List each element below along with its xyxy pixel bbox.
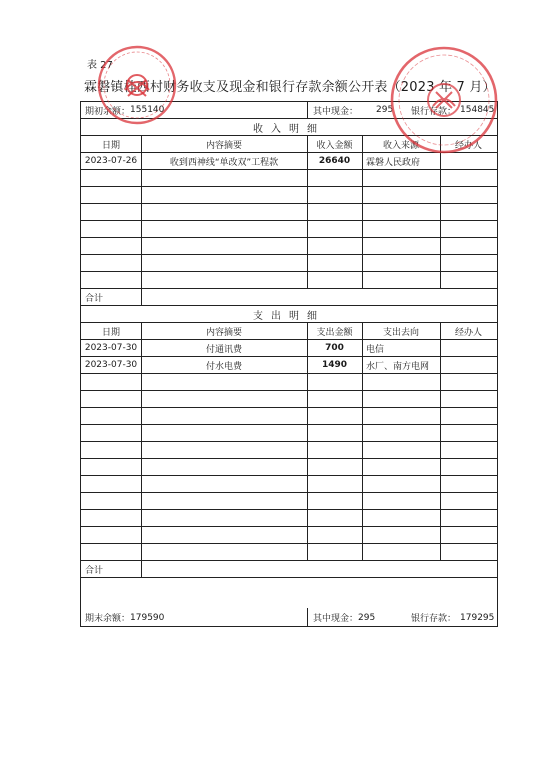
income-row [81, 204, 497, 221]
opening-bank-value: 154845 [460, 105, 495, 115]
page-number: 表 27 [87, 60, 113, 71]
income-header-2: 收入金额 [316, 140, 353, 151]
expense-header-1: 内容摘要 [205, 327, 242, 338]
expense-row [81, 408, 497, 425]
expense-cell-handler [440, 357, 497, 373]
opening-balance-cell [81, 102, 307, 118]
income-cell-summary: 收到西神线“单改双”工程款 [169, 157, 279, 168]
expense-section-title-row [81, 306, 497, 323]
closing-bank-value: 179295 [460, 612, 495, 623]
expense-cell-dest: 电信 [366, 344, 385, 355]
income-section-title-row [81, 119, 497, 136]
income-header-3: 收入来源 [382, 140, 419, 151]
expense-row [81, 357, 497, 374]
expense-cell-handler [440, 340, 497, 356]
disclosure-table [80, 101, 498, 627]
expense-total-label: 合计 [85, 565, 104, 576]
expense-row [81, 340, 497, 357]
opening-cash-value: 295 [376, 105, 394, 115]
income-header-0: 日期 [101, 140, 120, 151]
opening-balance-row [81, 102, 497, 119]
expense-row [81, 544, 497, 561]
page-title: 霖磐镇桂西村财务收支及现金和银行存款余额公开表（2023 年 7 月） [84, 80, 496, 95]
expense-header-2: 支出金额 [316, 327, 353, 338]
opening-bank-label: 银行存款： [411, 106, 457, 117]
expense-row [81, 459, 497, 476]
income-row [81, 221, 497, 238]
expense-cell-amount: 700 [325, 343, 344, 353]
income-total-label: 合计 [85, 293, 104, 304]
expense-cell-summary: 付水电费 [205, 361, 242, 372]
expense-row [81, 493, 497, 510]
expense-row [81, 391, 497, 408]
closing-cash-value: 295 [358, 612, 376, 623]
opening-bank-cell [407, 102, 497, 118]
income-row [81, 272, 497, 289]
expense-header-row [81, 323, 497, 340]
income-cell-source: 霖磐人民政府 [366, 157, 421, 168]
closing-balance-label: 期末余额： [85, 614, 131, 624]
expense-cell-dest: 水厂、南方电网 [366, 361, 430, 372]
income-header-row [81, 136, 497, 153]
income-row [81, 238, 497, 255]
expense-row [81, 442, 497, 459]
closing-balance-cell [81, 608, 307, 627]
opening-balance-value: 155140 [130, 105, 165, 115]
closing-balance-value: 179590 [130, 612, 165, 623]
opening-balance-label: 期初余额： [85, 106, 131, 117]
closing-cash-label: 其中现金： [313, 614, 359, 624]
income-header-1: 内容摘要 [205, 140, 242, 151]
income-section-title: 收入明细 [253, 123, 325, 135]
closing-bank-cell [407, 608, 497, 627]
expense-row [81, 476, 497, 493]
expense-section-title: 支出明细 [253, 310, 325, 322]
expense-total-row [81, 561, 497, 578]
income-cell-handler [440, 153, 497, 169]
expense-row [81, 425, 497, 442]
opening-cash-cell [307, 102, 407, 118]
income-cell-amount: 26640 [318, 156, 351, 166]
closing-bank-label: 银行存款： [411, 614, 457, 624]
income-row [81, 255, 497, 272]
income-row [81, 153, 497, 170]
expense-header-4: 经办人 [454, 327, 482, 338]
expense-cell-amount: 1490 [321, 360, 348, 370]
income-row [81, 187, 497, 204]
expense-cell-date: 2023-07-30 [84, 343, 138, 353]
expense-cell-summary: 付通讯费 [205, 344, 242, 355]
opening-cash-label: 其中现金： [313, 106, 359, 117]
expense-row [81, 374, 497, 391]
expense-header-3: 支出去向 [382, 327, 419, 338]
income-total-row [81, 289, 497, 306]
income-cell-date: 2023-07-26 [84, 156, 138, 166]
expense-row [81, 510, 497, 527]
expense-cell-date: 2023-07-30 [84, 360, 138, 370]
closing-balance-row [81, 608, 497, 627]
closing-cash-cell [307, 608, 407, 627]
income-row [81, 170, 497, 187]
income-header-4: 经办人 [454, 140, 482, 151]
expense-row [81, 527, 497, 544]
expense-header-0: 日期 [101, 327, 120, 338]
